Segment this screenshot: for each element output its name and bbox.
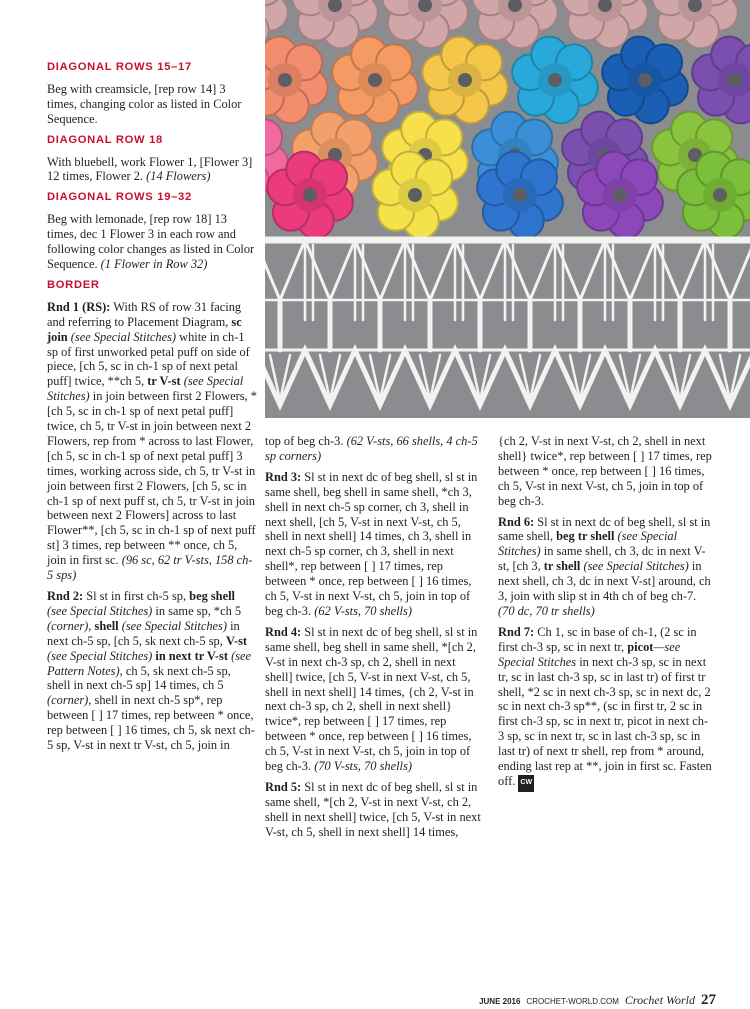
text-run: (14 Flowers) [146, 169, 211, 184]
instruction-paragraph [47, 212, 257, 272]
text-run: {ch 2, V-st in next V-st, ch 2, shell in next shell} twice*, rep between [ ] 17 times, rep between * once, rep between [ ] 16 times, ch 5, V-st in next V-st, ch 5, join in top of beg ch-3. [498, 434, 712, 508]
text-run: tr shell [543, 559, 581, 574]
footer-issue: JUNE 2016 [479, 997, 521, 1006]
page-footer [479, 992, 716, 1006]
text-run: (62 V-sts, 70 shells) [314, 603, 412, 618]
section-heading: DIAGONAL ROWS 19–32 [47, 191, 192, 204]
instruction-paragraph [498, 515, 712, 619]
column-left [47, 60, 257, 759]
text-run: Rnd 5: [265, 779, 302, 794]
text-run: V-st [225, 633, 248, 648]
text-run: (see Special Stitches) [47, 374, 244, 404]
instruction-paragraph [265, 434, 483, 464]
text-run: (see Special Stitches) [498, 529, 678, 559]
text-run: Rnd 4: [265, 624, 302, 639]
section-heading: DIAGONAL ROWS 15–17 [47, 61, 192, 73]
text-run: (70 dc, 70 tr shells) [498, 603, 595, 618]
column-middle [265, 434, 483, 846]
instruction-paragraph [265, 625, 483, 774]
text-run: Sl st in next dc of beg shell, sl st in same shell, beg shell in same shell, *ch 3, shell in next ch-5 sp corner, ch 3, shell in next shell, [ch 5, V-st in next V-st, ch 5, shell in next shell] 14 times, ch 3, shell in next ch-5 sp corner, ch 3, shell in next shell*, rep between [ ] 17 times, rep between * once, rep between [ ] 16 times, ch 5, V-st in next V-st, ch 5, join in top of beg ch-3. [265, 469, 478, 618]
section-heading: BORDER [47, 278, 100, 291]
text-run: Rnd 2: [47, 589, 84, 603]
text-run: With RS of row 31 facing and referring to Placement Diagram, [47, 299, 242, 329]
text-run: —see Special Stitches [498, 639, 681, 669]
text-run: white in ch-1 sp of first unworked petal puff on side of piece, [ch 5, sc in ch-1 sp of next petal puff] twice, **ch 5, [47, 329, 250, 389]
text-run: With bluebell, work Flower 1, [Flower 3] 12 times, Flower 2. [47, 154, 253, 184]
end-mark: CW [518, 775, 534, 792]
instruction-paragraph [265, 780, 483, 840]
text-run: in next ch-5 sp, [ch 5, sk next ch-5 sp, [47, 618, 240, 648]
text-run: Beg with lemonade, [rep row 18] 13 times, dec 1 Flower 3 in each row and following color changes as listed in Color Sequence. [47, 212, 255, 271]
footer-site: CROCHET-WORLD.COM [526, 997, 619, 1006]
text-run: shell [94, 618, 119, 633]
text-run: (see Special Stitches) [67, 329, 177, 344]
text-run: (96 sc, 62 tr V-sts, 158 ch-5 sps) [47, 553, 253, 583]
instruction-paragraph [47, 155, 257, 185]
instruction-paragraph [47, 300, 257, 583]
text-run: Rnd 7: [498, 624, 535, 639]
text-run: sc join [47, 314, 242, 344]
text-run: (see Special Stitches) [47, 648, 153, 663]
text-run: beg shell [189, 589, 235, 603]
text-run: Sl st in next dc of beg shell, sl st in same shell, [498, 514, 711, 544]
text-run: tr V-st [147, 374, 181, 389]
text-run: in next shell, ch 3, dc in next V-st] around, ch 3, join with slip st in 4th ch of beg ch-7. [498, 559, 711, 604]
text-run: Beg with creamsicle, [rep row 14] 3 times, changing color as listed in Color Sequence. [47, 81, 242, 126]
column-right [498, 434, 712, 798]
instruction-paragraph [47, 82, 257, 127]
text-run: top of beg ch-3. [265, 434, 347, 448]
instruction-paragraph [498, 434, 712, 509]
text-run: Sl st in next dc of beg shell, sl st in same shell, beg shell in same shell, *[ch 2, V-st in next ch-3 sp, ch 2, shell in next shell] twice, [ch 5, V-st in next V-st, ch 5, shell in next shell] 14 times, {ch 2, V-st in next ch-3 sp, ch 2, shell in next shell} twice*, rep between [ ] 17 times, rep between * once, rep between [ ] 16 times, ch 5, V-st in next V-st, ch 5, join in top of beg ch-3. [265, 624, 478, 774]
text-run: Rnd 1 (RS): [47, 299, 111, 314]
text-run: , shell in next ch-5 sp*, rep between [ ] 17 times, rep between * once, rep between [ ] 16 times, ch 5, sk next ch-5 sp, V-st in next tr V-st, ch 5, join in [47, 693, 255, 753]
text-run: Sl st in next dc of beg shell, sl st in same shell, *[ch 2, V-st in next V-st, ch 2, shell in next shell] twice, [ch 5, V-st in next V-st, ch 5, shell in next shell] 14 times, [265, 779, 481, 839]
text-run: (1 Flower in Row 32) [100, 256, 208, 271]
instruction-paragraph [265, 470, 483, 619]
instruction-paragraph [498, 625, 712, 792]
text-run: in same sp, *ch 5 [152, 603, 242, 618]
section-heading: DIAGONAL ROW 18 [47, 133, 163, 146]
text-run: Rnd 6: [498, 514, 535, 529]
text-run: (70 V-sts, 70 shells) [314, 759, 412, 774]
text-run: (see Pattern Notes) [47, 648, 252, 678]
text-run: (corner) [47, 618, 89, 633]
instruction-paragraph [47, 589, 257, 753]
text-run: (see Special Stitches) [118, 618, 227, 633]
text-run: (62 V-sts, 66 shells, 4 ch-5 sp corners) [265, 434, 478, 463]
footer-magazine: Crochet World [624, 993, 695, 1007]
text-run: beg tr shell [556, 529, 615, 544]
text-run: picot [627, 639, 654, 654]
text-run: Sl st in first ch-5 sp, [83, 589, 190, 603]
text-run: (corner) [47, 693, 89, 708]
text-run: (see Special Stitches) [580, 559, 689, 574]
text-run: , ch 5, sk next ch-5 sp, shell in next ch-5 sp] 14 times, ch 5 [47, 663, 231, 693]
text-run: , [88, 618, 95, 633]
text-run: Ch 1, sc in base of ch-1, (2 sc in first ch-3 sp, sc in next tr, [498, 624, 697, 654]
text-run: in same shell, ch 3, dc in next V-st, [ch 3, [498, 544, 706, 574]
crochet-photo [265, 0, 750, 418]
text-run: in next ch-3 sp, sc in next tr, sc in last ch-3 sp, sc in last tr) of first tr shell, *2 sc in next ch-3 sp, sc in next dc, 2 sc in next ch-3 sp**, (sc in first tr, 2 sc in first ch-3 sp, sc in next tr, picot in next ch-3 sp, sc in next tr, sc in last ch-3 sp, sc in last tr) of next tr shell, rep from * around, ending last rep at **, join in first sc. Fasten off. [498, 654, 712, 788]
text-run: Rnd 3: [265, 469, 302, 484]
page-number: 27 [701, 992, 716, 1008]
text-run: in join between first 2 Flowers, *[ch 5, sc in ch-1 sp of next petal puff] twice, ch 5, tr V-st in join between next 2 Flowers, rep from * across to last Flower, [ch 5, sc in ch-1 sp of next petal puff] 3 times, working across side, ch 5, tr V-st in join between first 2 Flowers, [ch 5, sc in ch-1 sp of next puff st, ch 5, tr V-st in join between next 2 Flowers] across to last Flower**, [ch 5, sc in ch-1 sp of next puff st] 3 times, rep between ** once, ch 5, join in first sc. [47, 389, 257, 568]
text-run: in next tr V-st [152, 648, 228, 663]
text-run: (see Special Stitches) [47, 603, 153, 618]
